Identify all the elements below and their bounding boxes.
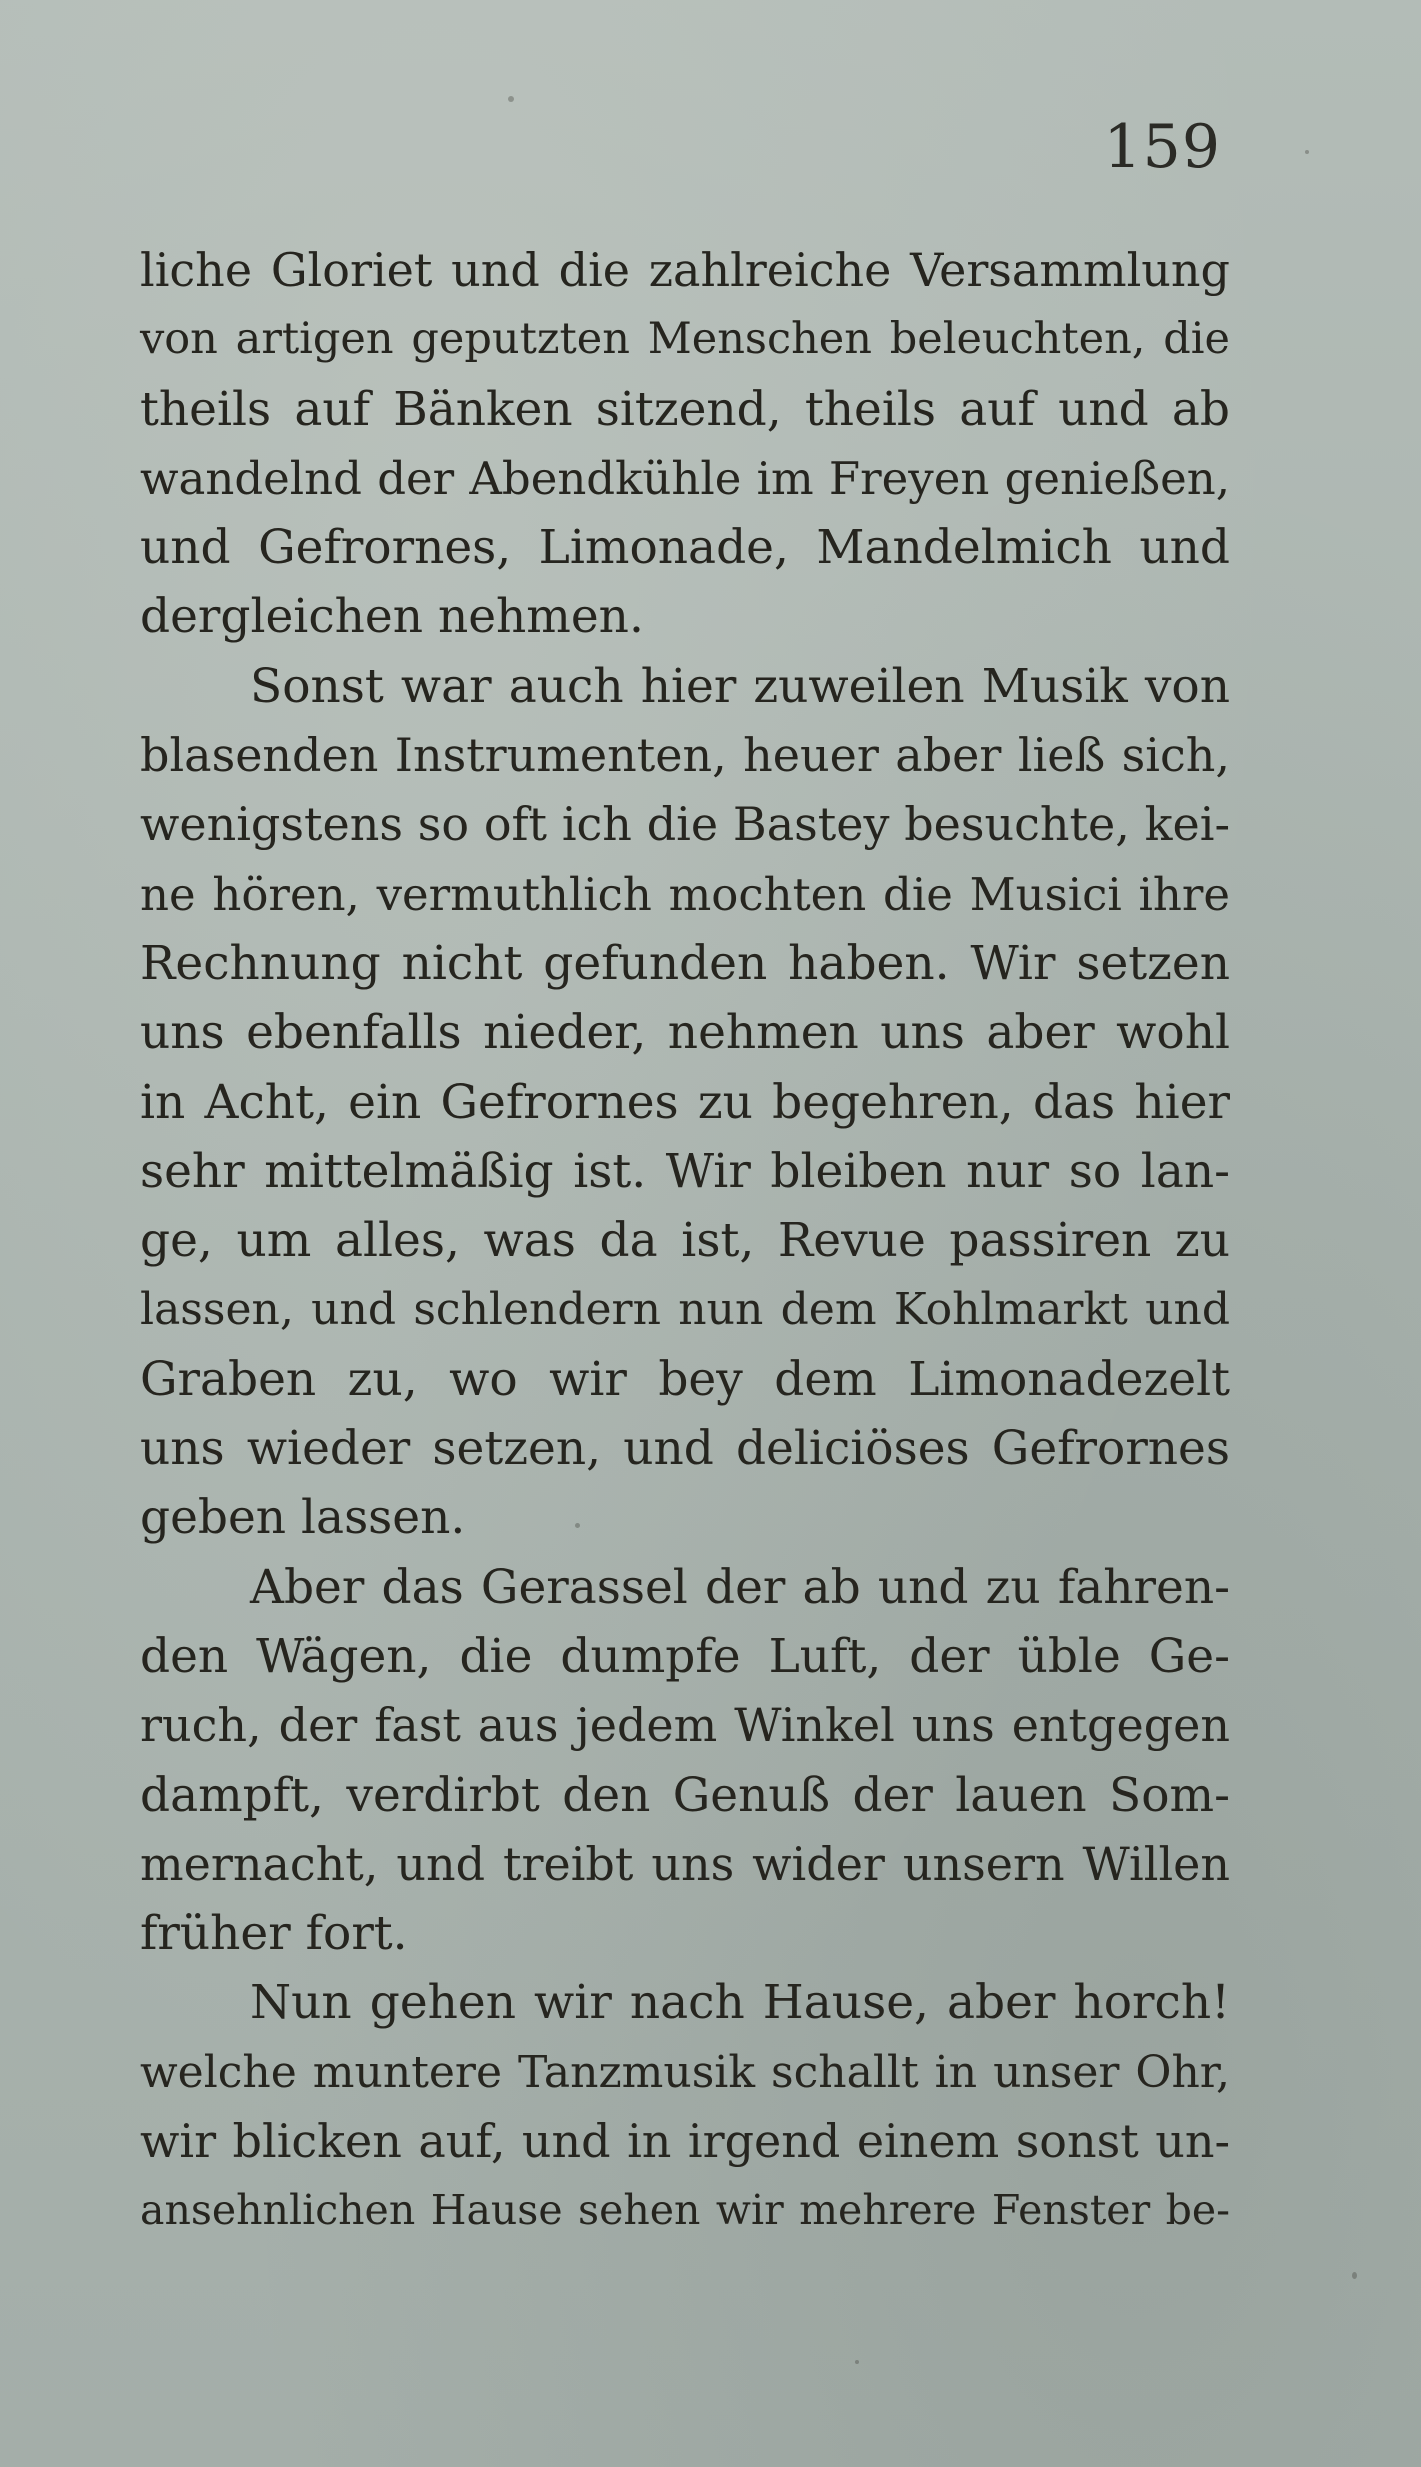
text-line: dergleichen nehmen. — [140, 589, 644, 645]
body-text — [140, 236, 1230, 2246]
paper-speck — [508, 96, 514, 102]
paper-speck — [575, 1523, 580, 1528]
text-line: dampft, verdirbt den Genuß der lauen Som- — [140, 1767, 1230, 1823]
text-line: uns ebenfalls nieder, nehmen uns aber wohl — [140, 1005, 1230, 1061]
text-line: mernacht, und treibt uns wider unsern Willen — [140, 1836, 1230, 1891]
text-line: von artigen geputzten Menschen beleuchten, die — [140, 314, 1230, 365]
text-line: ge, um alles, was da ist, Revue passiren zu — [140, 1213, 1230, 1269]
text-line: den Wägen, die dumpfe Luft, der üble Ge- — [140, 1628, 1230, 1684]
text-line: in Acht, ein Gefrornes zu begehren, das hier — [140, 1074, 1230, 1130]
text-line: liche Gloriet und die zahlreiche Versammlung — [140, 243, 1230, 297]
text-line: uns wieder setzen, und deliciöses Gefrornes — [140, 1421, 1230, 1477]
text-line: wandelnd der Abendkühle im Freyen genießen, — [140, 451, 1230, 505]
text-line: sehr mittelmäßig ist. Wir bleiben nur so lan- — [140, 1143, 1230, 1199]
text-line: und Gefrornes, Limonade, Mandelmich und — [140, 520, 1230, 576]
paper-speck — [1305, 150, 1309, 154]
text-line: Aber das Gerassel der ab und zu fahren- — [250, 1559, 1230, 1615]
text-line: welche muntere Tanzmusik schallt in unser Ohr, — [140, 2046, 1230, 2098]
text-line: Nun gehen wir nach Hause, aber horch! — [250, 1975, 1230, 2031]
text-line: wenigstens so oft ich die Bastey besuchte, kei- — [140, 797, 1230, 852]
text-line: Rechnung nicht gefunden haben. Wir setzen — [140, 935, 1230, 991]
text-line: wir blicken auf, und in irgend einem sonst un- — [140, 2114, 1230, 2169]
text-line: ansehnlichen Hause sehen wir mehrere Fenster be- — [140, 2186, 1230, 2235]
text-line: ruch, der fast aus jedem Winkel uns entgegen — [140, 1698, 1230, 1753]
paper-speck — [1352, 2272, 1357, 2279]
text-line: blasenden Instrumenten, heuer aber ließ sich, — [140, 728, 1230, 783]
text-line: Graben zu, wo wir bey dem Limonadezelt — [140, 1351, 1230, 1407]
text-line: ne hören, vermuthlich mochten die Musici ihre — [140, 867, 1230, 921]
text-line: früher fort. — [140, 1906, 408, 1962]
text-line: Sonst war auch hier zuweilen Musik von — [250, 658, 1230, 714]
text-line: theils auf Bänken sitzend, theils auf und ab — [140, 381, 1230, 437]
text-line: lassen, und schlendern nun dem Kohlmarkt und — [140, 1284, 1230, 1336]
text-line: geben lassen. — [140, 1490, 466, 1546]
page-number: 159 — [1103, 112, 1221, 182]
paper-speck — [855, 2360, 859, 2364]
